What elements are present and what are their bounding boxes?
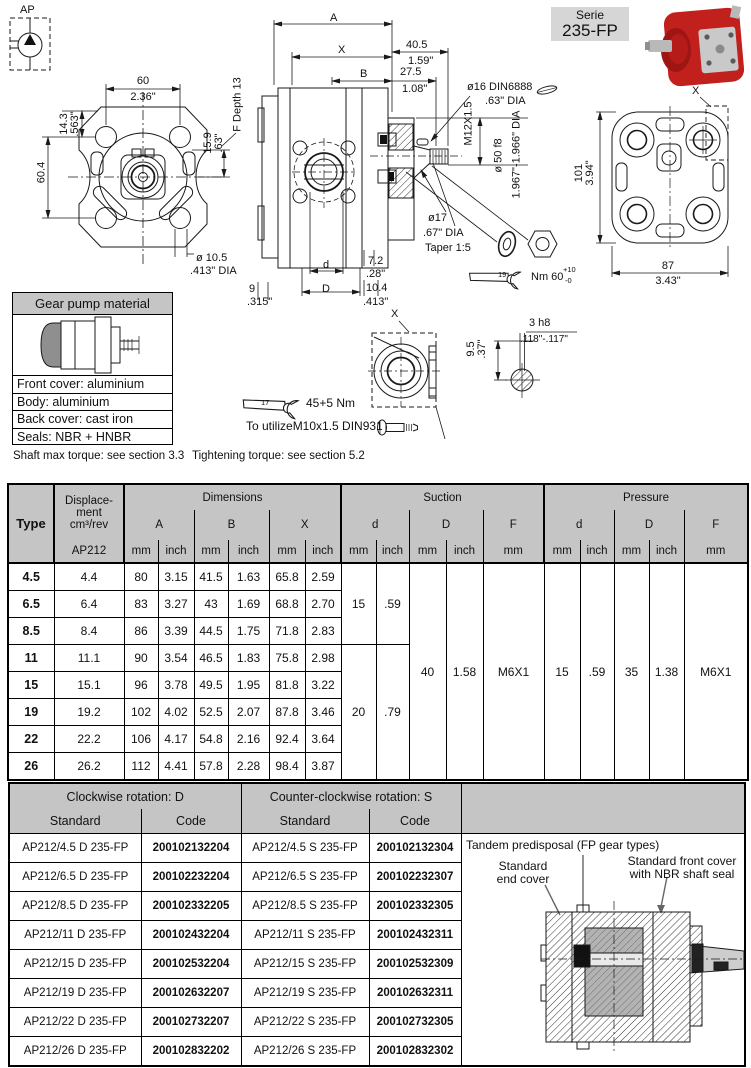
col-code-s: Code [369, 809, 461, 833]
cell-standard: AP212/19 D 235-FP [9, 978, 141, 1007]
header-clockwise: Clockwise rotation: D [9, 783, 241, 809]
detail-x-label: X [391, 308, 399, 320]
col-suction-d: d [341, 510, 409, 540]
unit-inch: inch [228, 540, 269, 563]
shaft-dia-inch: 1.967"-1.966" DIA [510, 110, 523, 199]
torque-minus: -0 [565, 276, 572, 285]
cell-standard: AP212/26 D 235-FP [9, 1036, 141, 1066]
dim-10-4: 10.4 [366, 282, 388, 294]
cell-merged: 1.38 [649, 563, 684, 780]
taper-dia-inch: .67" DIA [423, 227, 464, 239]
cell-code: 200102732207 [141, 1007, 241, 1036]
cell: 49.5 [194, 672, 228, 699]
cell-type: 19 [8, 699, 54, 726]
cell-standard: AP212/22 S 235-FP [241, 1007, 369, 1036]
cell: 2.83 [305, 618, 341, 645]
serie-model: 235-FP [562, 21, 618, 40]
col-b: B [194, 510, 269, 540]
unit-mm: mm [409, 540, 446, 563]
unit-inch: inch [649, 540, 684, 563]
unit-inch: inch [580, 540, 614, 563]
material-box [12, 292, 173, 445]
cell: 2.07 [228, 699, 269, 726]
cell: 3.15 [158, 563, 194, 591]
dim-101: 101 3.94" [573, 160, 596, 186]
unit-mm: mm [483, 540, 544, 563]
cell: 1.83 [228, 645, 269, 672]
dim-x: X [338, 44, 346, 56]
cell-code: 200102332205 [141, 891, 241, 920]
col-pressure-F: F [684, 510, 748, 540]
cell-standard: AP212/15 S 235-FP [241, 949, 369, 978]
wrench-19-size: 19 [498, 270, 507, 279]
dim-3h8-inch: .118"-.117" [520, 334, 568, 345]
cell: 112 [124, 753, 158, 781]
cell-type: 4.5 [8, 563, 54, 591]
cell: 2.98 [305, 645, 341, 672]
material-body: Body: aluminium [13, 393, 172, 411]
cell: 1.69 [228, 591, 269, 618]
cell: 98.4 [269, 753, 305, 781]
cell-merged: 1.58 [446, 563, 483, 780]
cell-merged: 40 [409, 563, 446, 780]
cell-code: 200102232204 [141, 862, 241, 891]
cell-merged: .79 [376, 645, 409, 781]
cell: 2.16 [228, 726, 269, 753]
col-pressure-d: d [544, 510, 614, 540]
cell: 3.39 [158, 618, 194, 645]
material-back-cover: Back cover: cast iron [13, 410, 172, 428]
pump-photo [645, 5, 745, 87]
cell-standard: AP212/4.5 S 235-FP [241, 833, 369, 862]
col-displacement: Displace- ment cm³/rev [54, 484, 124, 540]
taper-dia: ø17 [428, 212, 447, 224]
unit-mm: mm [341, 540, 376, 563]
header-blank [461, 783, 745, 833]
unit-mm: mm [684, 540, 748, 563]
dim-hole-dia-inch: .413" DIA [190, 265, 237, 277]
table-row [8, 563, 748, 591]
dim-60: 60 [136, 75, 150, 87]
serie-label: Serie [575, 8, 604, 22]
dim-d-big: D [322, 283, 330, 295]
cell: 3.27 [158, 591, 194, 618]
cell-code: 200102532204 [141, 949, 241, 978]
cell: 2.28 [228, 753, 269, 781]
cell-merged: 15 [544, 563, 580, 780]
thread-label: M12X1.5 [462, 101, 475, 146]
cell: 3.78 [158, 672, 194, 699]
cell-merged: 15 [341, 563, 376, 645]
cell-code: 200102432204 [141, 920, 241, 949]
dim-40-5: 40.5 [406, 39, 428, 51]
dim-d-small: d [323, 259, 330, 271]
cell: 81.8 [269, 672, 305, 699]
cell: 68.8 [269, 591, 305, 618]
cell-merged: M6X1 [684, 563, 748, 780]
dim-60-inch: 2.36" [130, 91, 156, 103]
group-dimensions: Dimensions [124, 484, 341, 510]
end-cover-label: Standard end cover [496, 859, 550, 887]
cell: 11.1 [54, 645, 124, 672]
cell: 3.54 [158, 645, 194, 672]
cell: 3.22 [305, 672, 341, 699]
cell: 52.5 [194, 699, 228, 726]
cell-code: 200102632311 [369, 978, 461, 1007]
cell: 75.8 [269, 645, 305, 672]
cell-code: 200102732305 [369, 1007, 461, 1036]
cell-code: 200102632207 [141, 978, 241, 1007]
front-cover-label: Standard front cover with NBR shaft seal [627, 854, 737, 882]
cell-standard: AP212/11 D 235-FP [9, 920, 141, 949]
unit-mm: mm [614, 540, 649, 563]
cell: 4.02 [158, 699, 194, 726]
cell: 106 [124, 726, 158, 753]
cell-type: 6.5 [8, 591, 54, 618]
cell: 4.41 [158, 753, 194, 781]
bolt-note: To utilizeM10x1.5 DIN931 [246, 419, 383, 433]
cell: 90 [124, 645, 158, 672]
material-box-drawing [13, 315, 172, 375]
cell: 43 [194, 591, 228, 618]
cell-code: 200102832202 [141, 1036, 241, 1066]
cell: 3.64 [305, 726, 341, 753]
cell: 19.2 [54, 699, 124, 726]
dim-40-5-inch: 1.59" [408, 55, 434, 67]
col-pressure-D: D [614, 510, 684, 540]
cell: 1.95 [228, 672, 269, 699]
dim-87: 87 [661, 260, 675, 272]
cell: 3.87 [305, 753, 341, 781]
cell: 46.5 [194, 645, 228, 672]
material-box-title: Gear pump material [13, 293, 172, 315]
cell-standard: AP212/6.5 S 235-FP [241, 862, 369, 891]
cell: 41.5 [194, 563, 228, 591]
unit-inch: inch [305, 540, 341, 563]
col-a: A [124, 510, 194, 540]
cell-standard: AP212/11 S 235-FP [241, 920, 369, 949]
cell: 54.8 [194, 726, 228, 753]
dim-15-9: 15.9 .63" [202, 132, 225, 154]
tandem-section [461, 833, 744, 1055]
cell: 86 [124, 618, 158, 645]
cell: 15.1 [54, 672, 124, 699]
cell: 83 [124, 591, 158, 618]
tightening-note: Tightening torque: see section 5.2 [192, 450, 365, 462]
cell-standard: AP212/4.5 D 235-FP [9, 833, 141, 862]
cell-standard: AP212/26 S 235-FP [241, 1036, 369, 1066]
dim-f-depth: F Depth 13 [231, 77, 244, 132]
dim-7-2-inch: .28" [366, 268, 386, 280]
cell-type: 26 [8, 753, 54, 781]
torque-nm60: Nm 60 [531, 271, 564, 283]
col-ap212: AP212 [54, 540, 124, 563]
col-code-d: Code [141, 809, 241, 833]
cell: 4.4 [54, 563, 124, 591]
cell-standard: AP212/6.5 D 235-FP [9, 862, 141, 891]
material-front-cover: Front cover: aluminium [13, 375, 172, 393]
cell: 57.8 [194, 753, 228, 781]
material-seals: Seals: NBR + HNBR [13, 428, 172, 446]
cell: 102 [124, 699, 158, 726]
dim-60-4: 60.4 [35, 161, 48, 184]
cell: 80 [124, 563, 158, 591]
unit-inch: inch [446, 540, 483, 563]
cell: 1.75 [228, 618, 269, 645]
cell-standard: AP212/8.5 D 235-FP [9, 891, 141, 920]
cell: 3.46 [305, 699, 341, 726]
cell: 71.8 [269, 618, 305, 645]
unit-inch: inch [376, 540, 409, 563]
dim-27-5-inch: 1.08" [402, 83, 428, 95]
dim-9-inch: .315" [247, 296, 273, 308]
cell: 44.5 [194, 618, 228, 645]
col-suction-F: F [483, 510, 544, 540]
torque-45-5: 45+5 Nm [306, 396, 356, 410]
cell-code: 200102332305 [369, 891, 461, 920]
cell: 92.4 [269, 726, 305, 753]
dim-7-2: 7.2 [368, 255, 384, 267]
dim-10-4-inch: .413" [363, 296, 389, 308]
cell-code: 200102432311 [369, 920, 461, 949]
col-standard-d: Standard [9, 809, 141, 833]
dim-9: 9 [249, 283, 256, 295]
cell: 2.70 [305, 591, 341, 618]
dim-87-inch: 3.43" [655, 275, 681, 287]
dim-b: B [360, 68, 368, 80]
col-standard-s: Standard [241, 809, 369, 833]
key-din-label: ø16 DIN6888 [467, 81, 533, 93]
dim-27-5: 27.5 [400, 66, 422, 78]
cell-standard: AP212/8.5 S 235-FP [241, 891, 369, 920]
cell-standard: AP212/19 S 235-FP [241, 978, 369, 1007]
cell-merged: .59 [580, 563, 614, 780]
cell: 2.59 [305, 563, 341, 591]
cell-type: 11 [8, 645, 54, 672]
taper-label: Taper 1:5 [425, 242, 471, 254]
group-suction: Suction [341, 484, 544, 510]
dim-hole-dia: ø 10.5 [196, 252, 228, 264]
cell: 8.4 [54, 618, 124, 645]
unit-mm: mm [194, 540, 228, 563]
key-din-inch: .63" DIA [485, 95, 526, 107]
cell: 26.2 [54, 753, 124, 781]
cell-merged: 35 [614, 563, 649, 780]
ap-symbol-drawing [10, 18, 50, 70]
shaft-dia: ø 50 f8 [492, 138, 505, 173]
rear-x-label: X [692, 85, 700, 97]
cell-code: 200102832302 [369, 1036, 461, 1066]
ap-symbol-label: AP [20, 4, 35, 16]
dim-3h8: 3 h8 [529, 317, 551, 329]
header-counter-clockwise: Counter-clockwise rotation: S [241, 783, 461, 809]
wrench-17-size: 17 [261, 398, 270, 407]
col-x: X [269, 510, 341, 540]
cell-code: 200102232307 [369, 862, 461, 891]
cell: 22.2 [54, 726, 124, 753]
cell-merged: 20 [341, 645, 376, 781]
cell-standard: AP212/15 D 235-FP [9, 949, 141, 978]
torque-plus: +10 [563, 265, 576, 274]
dim-a: A [330, 12, 338, 24]
cell-type: 8.5 [8, 618, 54, 645]
shaft-torque-note: Shaft max torque: see section 3.3 [13, 450, 185, 462]
cell: 65.8 [269, 563, 305, 591]
cell: 4.17 [158, 726, 194, 753]
cell-type: 22 [8, 726, 54, 753]
cell-code: 200102532309 [369, 949, 461, 978]
tandem-title: Tandem predisposal (FP gear types) [466, 838, 660, 852]
rear-view-drawing [596, 97, 728, 277]
cell-code: 200102132304 [369, 833, 461, 862]
cell-standard: AP212/22 D 235-FP [9, 1007, 141, 1036]
cell-merged: .59 [376, 563, 409, 645]
unit-mm: mm [124, 540, 158, 563]
col-suction-D: D [409, 510, 483, 540]
unit-inch: inch [158, 540, 194, 563]
cell-merged: M6X1 [483, 563, 544, 780]
cell-type: 15 [8, 672, 54, 699]
col-type: Type [8, 484, 54, 563]
cell-code: 200102132204 [141, 833, 241, 862]
dim-9-5: 9.5 .37" [465, 339, 488, 359]
dimensions-table [7, 483, 749, 781]
unit-mm: mm [269, 540, 305, 563]
group-pressure: Pressure [544, 484, 748, 510]
cell: 87.8 [269, 699, 305, 726]
serie-badge [551, 7, 629, 41]
unit-mm: mm [544, 540, 580, 563]
dim-14-3: 14.3 .563" [58, 111, 81, 137]
cell: 6.4 [54, 591, 124, 618]
cell: 96 [124, 672, 158, 699]
cell: 1.63 [228, 563, 269, 591]
